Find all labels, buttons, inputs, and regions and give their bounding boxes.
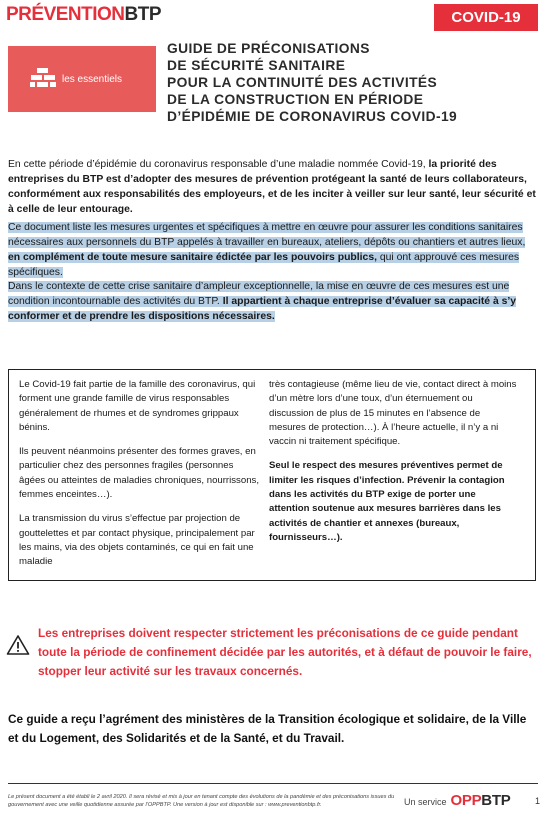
footer-divider [8, 783, 538, 784]
covid-badge: COVID-19 [434, 4, 538, 31]
intro-paragraph-1: En cette période d’épidémie du coronavirus responsable d’une maladie nommée Covid-19, la priorité des entreprises du BTP est d’adopter des mesures de prévention protégeant la santé de leurs collaborateurs, conformément aux responsabilités des employeurs, et de les inciter à veiller sur leur santé, leur sécurité et à celle de leur entourage. [8, 159, 536, 215]
essentials-banner [8, 46, 156, 112]
warning-icon [6, 634, 30, 656]
info-box-left-column: Le Covid-19 fait partie de la famille des coronavirus, qui forment une grande famille de virus responsables généralement de rhumes et de syndromes grippaux bénins. Ils peuvent néanmoins présenter des formes graves, en particulier chez des personnes fragiles (personnes âgées ou atteintes de maladies chroniques, nourrissons, femmes enceintes…). La transmission du virus s’effectue par projection de gouttelettes et par contact physique, principalement par les mains, via des objets contaminés, ce qui en fait une maladie [19, 379, 259, 568]
document-title: GUIDE DE PRÉCONISATIONS DE SÉCURITÉ SANITAIRE POUR LA CONTINUITÉ DES ACTIVITÉS DE LA CONSTRUCTION EN PÉRIODE D’ÉPIDÉMIE DE CORONAVIRUS COVID-19 [167, 41, 458, 124]
prevention-btp-logo: PRÉVENTIONBTP [6, 4, 162, 25]
ministry-agreement: Ce guide a reçu l’agrément des ministères de la Transition écologique et solidaire, de la Ville et du Logement, des Solidarités et de la Santé, et du Travail. [8, 712, 527, 745]
intro-paragraph-2: Ce document liste les mesures urgentes et spécifiques à mettre en œuvre pour assurer les conditions sanitaires nécessaires aux personnels du BTP appelés à travailler en bureaux, ateliers, dépôts ou chantiers et autres lieux, en complément de toute mesure sanitaire édictée par les pouvoirs publics, qui ont approuvé ces mesures spécifiques. [8, 222, 526, 278]
info-box-right-column: très contagieuse (même lieu de vie, contact direct à moins d’un mètre lors d’une toux, d’un éternuement ou discussion de plus de 15 minutes en l’absence de mesures de protection…). À l’heure actuelle, il n’y a ni vaccin ni traitement spécifique. Seul le respect des mesures préventives permet de limiter les risques d’infection. Prévenir la contagion dans les activités du BTP exige de porter une attention soutenue aux mesures barrières dans les activités de chantier et annexes (bureaux, fournisseurs…). [269, 379, 517, 543]
covid-info-box [8, 369, 536, 581]
warning-text: Les entreprises doivent respecter strictement les préconisations de ce guide pendant toute la période de confinement décidée par les autorités, et à défaut de pouvoir le faire, stopper leur activité sur les travaux concernés. [38, 626, 532, 678]
intro-paragraph-3: Dans le contexte de cette crise sanitaire d’ampleur exceptionnelle, la mise en œuvre de ces mesures est une condition incontournable des activités du BTP. Il appartient à chaque entreprise d’évaluer sa capacité à s’y conformer et de prendre les dispositions nécessaires. [8, 281, 517, 322]
bricks-icon [30, 68, 56, 88]
essentials-label: les essentiels [62, 74, 123, 85]
oppbtp-service-logo: Un service OPPBTP [404, 792, 511, 809]
footer-note: Le présent document a été établi le 2 avril 2020. Il sera révisé et mis à jour en tenant compte des évolutions de la pandémie et des préconisations issues du gouvernement avec une veille quotidienne assurée par l’OPPBTP. Une version à jour est disponible sur : www.preventionbtp.fr. [8, 794, 395, 808]
page-number: 1 [535, 796, 541, 806]
